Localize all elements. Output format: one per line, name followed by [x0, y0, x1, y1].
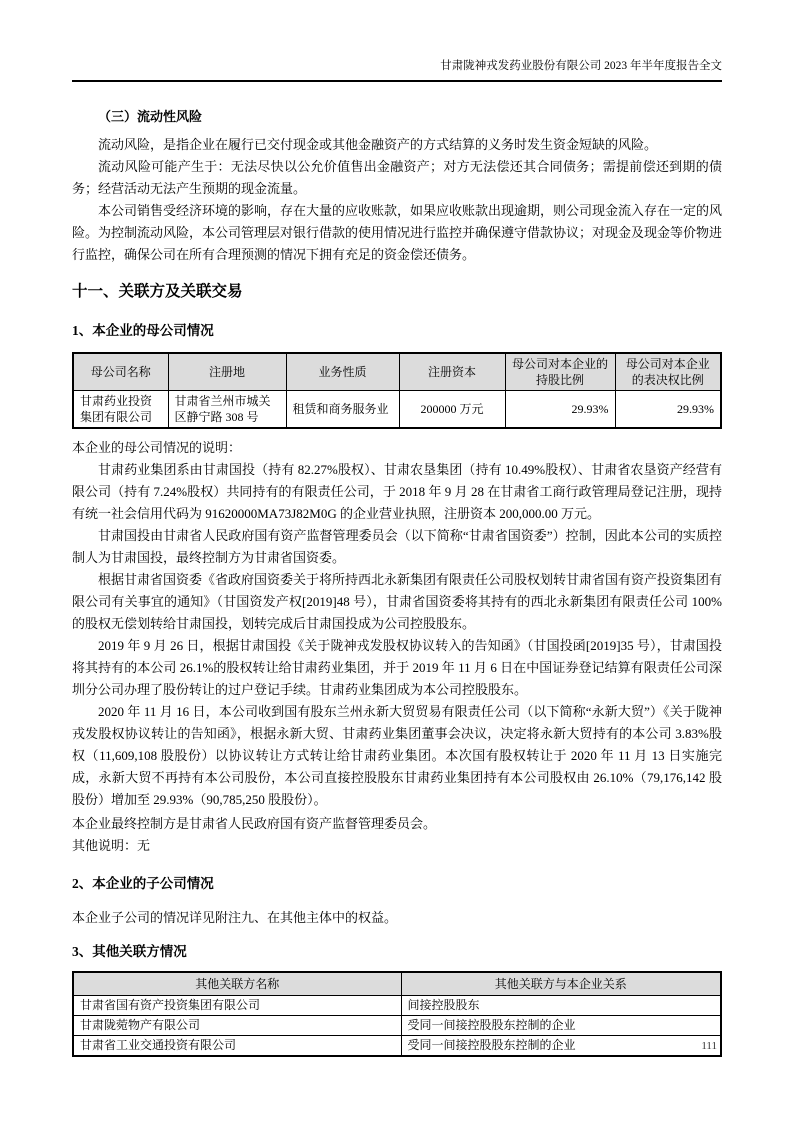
- parent-paragraph-4: 2019 年 9 月 26 日，根据甘肃国投《关于陇神戎发股权协议转入的告知函》（甘国投函[2019]35 号），甘肃国投将其持有的本公司 26.1%的股权转让给甘肃药业集团，并于 2019 年 11 月 6 日在中国证券登记结算有限责任公司深圳分公司办理了股份转让的过户登记手续。甘肃药业集团成为本公司控股股东。: [72, 638, 722, 697]
- table-row: [73, 996, 721, 1016]
- table-cell-parent-name: 甘肃药业投资集团有限公司: [73, 391, 168, 429]
- table-cell-related-party-name: 甘肃省工业交通投资有限公司: [73, 1036, 401, 1057]
- table-cell-registered-address: 甘肃省兰州市城关区静宁路 308 号: [168, 391, 286, 429]
- table-row: [73, 1016, 721, 1036]
- table-cell-relationship: 受同一间接控股股东控制的企业: [401, 1016, 721, 1036]
- parent-paragraph-5: 2020 年 11 月 16 日，本公司收到国有股东兰州永新大贸贸易有限责任公司（以下简称“永新大贸”）《关于陇神戎发股权协议转让的告知函》，根据永新大贸、甘肃药业集团董事会决议，决定将永新大贸持有的本公司 3.83%股权（11,609,108 股股份）以协议转让方式转让给甘肃药业集团。本次国有股权转让于 2020 年 11 月 13 日实施完成，永新大贸不再持有本公司股份，本公司直接控股股东甘肃药业集团持有本公司股权由 26.10%（79,176,142 股股份）增加至 29.93%（90,785,250 股股份）。: [72, 704, 722, 807]
- table-header-cell: 母公司对本企业的持股比例: [505, 353, 615, 391]
- table-header-cell: 母公司对本企业的表决权比例: [615, 353, 721, 391]
- table-header-cell: 注册资本: [399, 353, 505, 391]
- table-cell-shareholding-ratio: 29.93%: [505, 391, 615, 429]
- liquidity-paragraph-2: 流动风险可能产生于：无法尽快以公允价值售出金融资产；对方无法偿还其合同债务；需提前偿还到期的债务；经营活动无法产生预期的现金流量。: [72, 159, 722, 196]
- final-controller-note: 本企业最终控制方是甘肃省人民政府国有资产监督管理委员会。: [72, 816, 437, 831]
- table-cell-business-nature: 租赁和商务服务业: [286, 391, 399, 429]
- table-header-row: [73, 353, 721, 391]
- liquidity-paragraph-1: 流动风险，是指企业在履行已交付现金或其他金融资产的方式结算的义务时发生资金短缺的风险。: [98, 137, 658, 152]
- table-cell-related-party-name: 甘肃陇菀物产有限公司: [73, 1016, 401, 1036]
- parent-company-note-label: 本企业的母公司情况的说明：: [72, 440, 242, 455]
- report-header: [72, 58, 722, 82]
- subsidiaries-heading: 2、本企业的子公司情况: [72, 876, 214, 891]
- other-note: 其他说明：无: [72, 838, 151, 853]
- liquidity-risk-section: [72, 134, 722, 266]
- table-header-cell: 母公司名称: [73, 353, 168, 391]
- liquidity-paragraph-3: 本公司销售受经济环境的影响，存在大量的应收账款，如果应收账款出现逾期，则公司现金流入存在一定的风险。为控制流动风险，本公司管理层对银行借款的使用情况进行监控并确保遵守借款协议；对现金及现金等价物进行监控，确保公司在所有合理预测的情况下拥有充足的资金偿还债务。: [72, 203, 723, 262]
- page-content: [72, 58, 722, 1057]
- table-row: [73, 391, 721, 429]
- parent-company-description: [72, 459, 722, 811]
- table-cell-voting-ratio: 29.93%: [615, 391, 721, 429]
- table-cell-relationship: 间接控股股东: [401, 996, 721, 1016]
- parent-paragraph-2: 甘肃国投由甘肃省人民政府国有资产监督管理委员会（以下简称“甘肃省国资委”）控制，因此本公司的实质控制人为甘肃国投，最终控制方为甘肃省国资委。: [72, 528, 722, 565]
- other-related-parties-table: [72, 971, 722, 1057]
- table-header-cell: 业务性质: [286, 353, 399, 391]
- table-row: [73, 1036, 721, 1057]
- header-title: 甘肃陇神戎发药业股份有限公司 2023 年半年度报告全文: [440, 60, 722, 72]
- table-cell-related-party-name: 甘肃省国有资产投资集团有限公司: [73, 996, 401, 1016]
- other-related-parties-heading: 3、其他关联方情况: [72, 944, 187, 959]
- subsidiaries-paragraph: 本企业子公司的情况详见附注九、在其他主体中的权益。: [72, 910, 398, 925]
- parent-paragraph-1: 甘肃药业集团系由甘肃国投（持有 82.27%股权）、甘肃农垦集团（持有 10.49%股权）、甘肃省农垦资产经营有限公司（持有 7.24%股权）共同持有的有限责任公司，于 2018 年 9 月 28 在甘肃省工商行政管理局登记注册，现持有统一社会信用代码为 91620000MA73J82M0G 的企业营业执照，注册资本 200,000.00 万元。: [72, 462, 722, 521]
- parent-paragraph-3: 根据甘肃省国资委《省政府国资委关于将所持西北永新集团有限责任公司股权划转甘肃省国有资产投资集团有限公司有关事宜的通知》（甘国资发产权[2019]48 号），甘肃省国资委将其持有的西北永新集团有限责任公司 100%的股权无偿划转给甘肃国投，划转完成后甘肃国投成为公司控股股东。: [72, 572, 723, 631]
- parent-company-table: [72, 352, 722, 429]
- page-number: 111: [701, 1040, 717, 1052]
- table-header-cell: 注册地: [168, 353, 286, 391]
- table-header-cell: 其他关联方与本企业关系: [401, 972, 721, 996]
- table-header-row: [73, 972, 721, 996]
- table-cell-relationship: 受同一间接控股股东控制的企业: [401, 1036, 721, 1057]
- table-header-cell: 其他关联方名称: [73, 972, 401, 996]
- liquidity-risk-heading: （三）流动性风险: [98, 109, 203, 124]
- parent-company-heading: 1、本企业的母公司情况: [72, 323, 214, 338]
- related-parties-heading: 十一、关联方及关联交易: [72, 283, 243, 300]
- table-cell-registered-capital: 200000 万元: [399, 391, 505, 429]
